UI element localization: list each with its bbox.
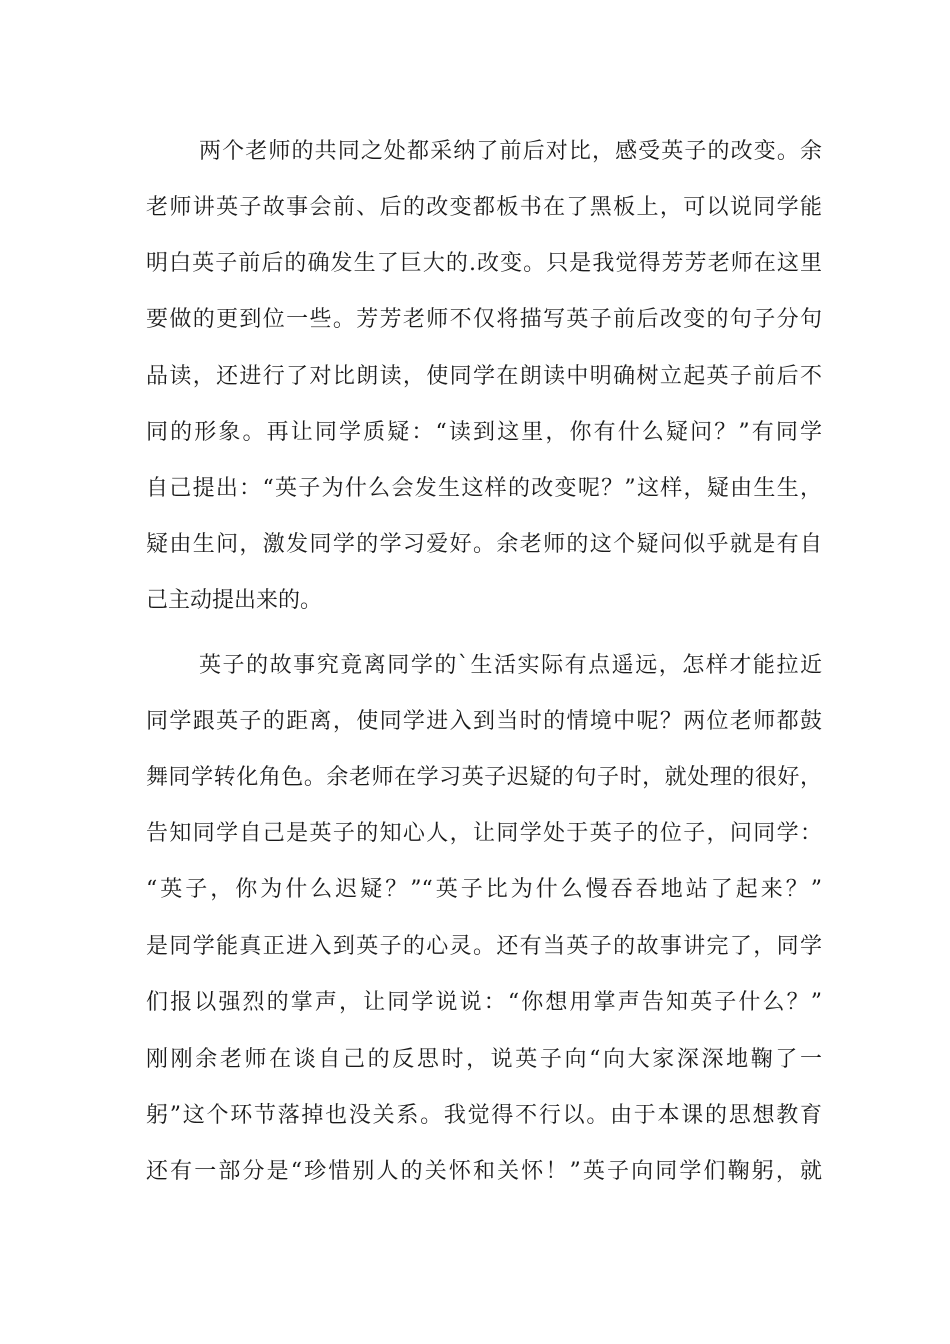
paragraph-line: 自己提出：“英子为什么会发生这样的改变呢？”这样，疑由生生， — [146, 476, 822, 501]
paragraph-line: 躬”这个环节落掉也没关系。我觉得不行以。由于本课的思想教育 — [146, 1103, 822, 1128]
paragraph-line: 告知同学自己是英子的知心人，让同学处于英子的位子，问同学： — [146, 821, 822, 846]
paragraph-line: 明白英子前后的确发生了巨大的.改变。只是我觉得芳芳老师在这里 — [146, 251, 822, 276]
paragraph-line: 刚刚余老师在谈自己的反思时，说英子向“向大家深深地鞠了一 — [146, 1047, 822, 1072]
paragraph-line: 舞同学转化角色。余老师在学习英子迟疑的句子时，就处理的很好， — [146, 765, 822, 790]
paragraph-line: 同学跟英子的距离，使同学进入到当时的情境中呢？两位老师都鼓 — [146, 709, 822, 734]
paragraph-line: 要做的更到位一些。芳芳老师不仅将描写英子前后改变的句子分句 — [146, 307, 822, 332]
paragraph-line: 己主动提出来的。 — [146, 588, 323, 613]
paragraph-line: “英子，你为什么迟疑？”“英子比为什么慢吞吞地站了起来？” — [146, 877, 822, 902]
paragraph-line: 疑由生问，激发同学的学习爱好。余老师的这个疑问似乎就是有自 — [146, 532, 822, 557]
paragraph-line: 两个老师的共同之处都采纳了前后对比，感受英子的改变。余 — [199, 139, 822, 164]
paragraph-line: 品读，还进行了对比朗读，使同学在朗读中明确树立起英子前后不 — [146, 364, 822, 389]
paragraph-line: 们报以强烈的掌声，让同学说说：“你想用掌声告知英子什么？” — [146, 990, 822, 1015]
paragraph-line: 还有一部分是“珍惜别人的关怀和关怀！”英子向同学们鞠躬，就 — [146, 1159, 822, 1184]
paragraph-line: 老师讲英子故事会前、后的改变都板书在了黑板上，可以说同学能 — [146, 195, 822, 220]
paragraph-line: 英子的故事究竟离同学的`生活实际有点遥远，怎样才能拉近 — [199, 653, 822, 678]
paragraph-line: 同的形象。再让同学质疑：“读到这里，你有什么疑问？”有同学 — [146, 420, 822, 445]
paragraph-line: 是同学能真正进入到英子的心灵。还有当英子的故事讲完了，同学 — [146, 934, 822, 959]
